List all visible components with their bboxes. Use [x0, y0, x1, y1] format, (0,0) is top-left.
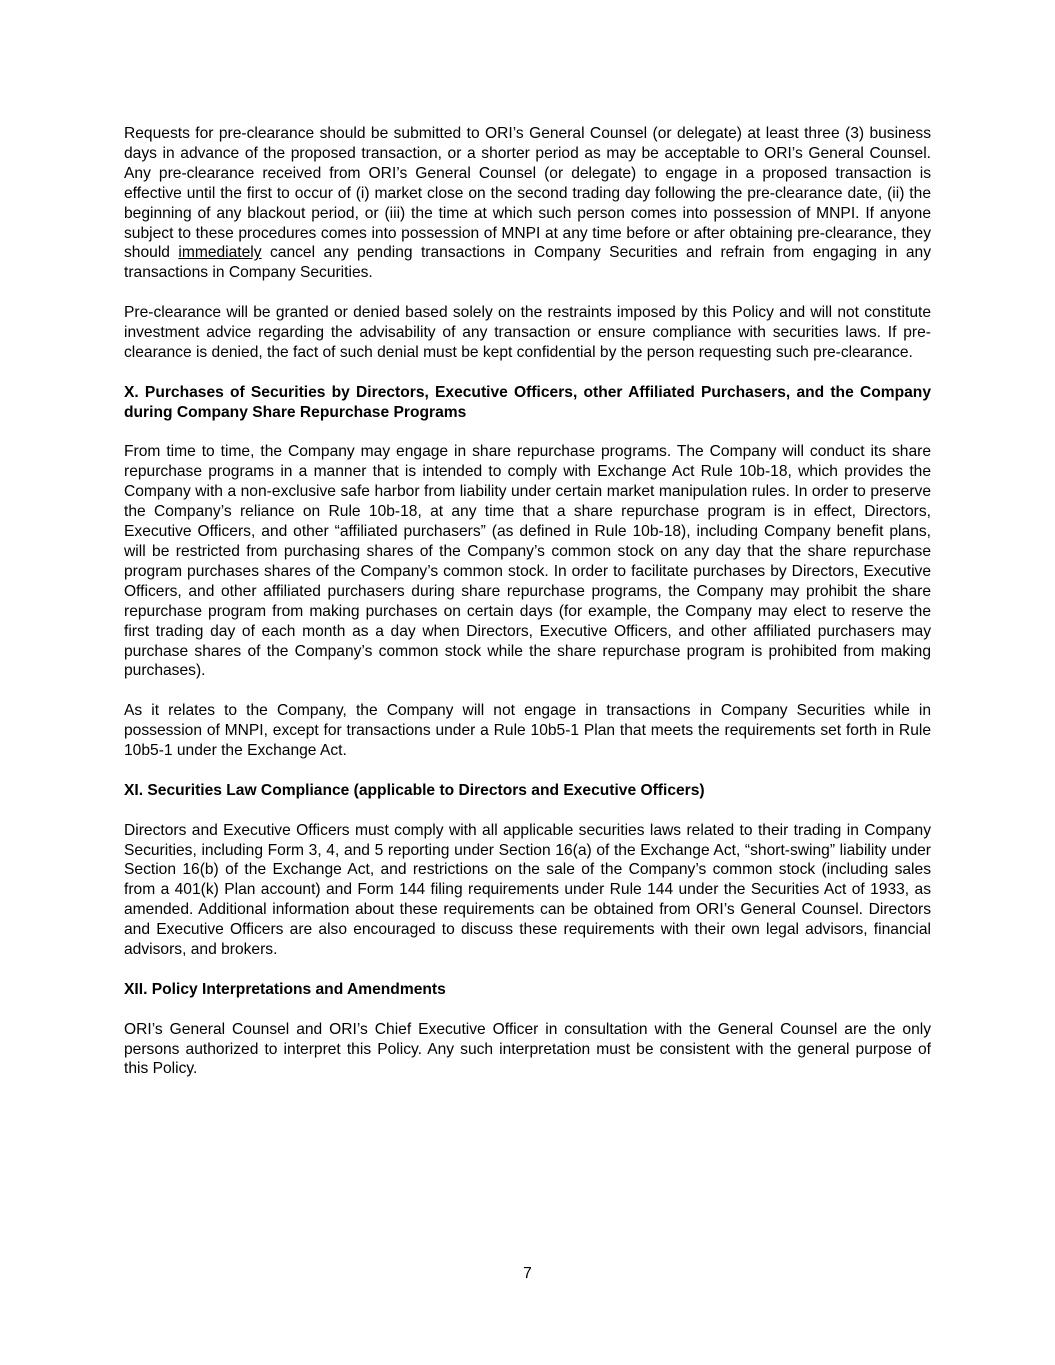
paragraph-pre-clearance-granted: Pre-clearance will be granted or denied based solely on the restraints imposed by this Policy and will not constitute investment advice regarding the advisability of any transaction or ensure compliance with securities laws. If pre-clearance is denied, the fact of such denial must be kept confidential by the person requesting such pre-clearance.: [124, 304, 931, 361]
underlined-word: immediately: [178, 244, 262, 262]
paragraph-company-transactions: As it relates to the Company, the Company will not engage in transactions in Company Securities while in possession of MNPI, except for transactions under a Rule 10b5-1 Plan that meets the requirements set forth in Rule 10b5-1 under the Exchange Act.: [124, 702, 931, 760]
paragraph-text: Requests for pre-clearance should be submitted to ORI’s General Counsel (or delegate) at least three (3) business days in advance of the proposed transaction, or a shorter period as may be acceptable to ORI’s General Counsel. Any pre-clearance received from ORI’s General Counsel (or delegate) to engage in a proposed transaction is effective until the first to occur of (i) market close on the second trading day following the pre-clearance date, (ii) the beginning of any blackout period, or (iii) the time at which such person comes into possession of MNPI. If anyone subject to these procedures comes into possession of MNPI at any time before or after obtaining pre-clearance, they should: [124, 125, 931, 262]
paragraph-share-repurchase: From time to time, the Company may engage in share repurchase programs. The Company will conduct its share repurchase programs in a manner that is intended to comply with Exchange Act Rule 10b-18, which provides the Company with a non-exclusive safe harbor from liability under certain market manipulation rules. In order to preserve the Company’s reliance on Rule 10b-18, at any time that a share repurchase program is in effect, Directors, Executive Officers, and other “affiliated purchasers” (as defined in Rule 10b-18), including Company benefit plans, will be restricted from purchasing shares of the Company’s common stock on any day that the share repurchase program purchases shares of the Company’s common stock. In order to facilitate purchases by Directors, Executive Officers, and other affiliated purchasers during share repurchase programs, the Company may prohibit the share repurchase program from making purchases on certain days (for example, the Company may elect to reserve the first trading day of each month as a day when Directors, Executive Officers, and other affiliated purchasers may purchase shares of the Company’s common stock while the share repurchase program is prohibited from making purchases).: [124, 443, 931, 680]
section-heading-x: X. Purchases of Securities by Directors, Executive Officers, other Affiliated Purchasers, and the Company during Company Share Repurchase Programs: [124, 383, 931, 421]
document-page: [124, 124, 931, 1099]
section-heading-xi: XI. Securities Law Compliance (applicable to Directors and Executive Officers): [124, 781, 705, 799]
paragraph-securities-law-compliance: Directors and Executive Officers must comply with all applicable securities laws related to their trading in Company Securities, including Form 3, 4, and 5 reporting under Section 16(a) of the Exchange Act, “short-swing” liability under Section 16(b) of the Exchange Act, and restrictions on the sale of the Company’s common stock (including sales from a 401(k) Plan account) and Form 144 filing requirements under Rule 144 under the Securities Act of 1933, as amended. Additional information about these requirements can be obtained from ORI’s General Counsel. Directors and Executive Officers are also encouraged to discuss these requirements with their own legal advisors, financial advisors, and brokers.: [124, 821, 931, 959]
paragraph-pre-clearance-requests: [124, 124, 931, 283]
paragraph-policy-interpretations: ORI’s General Counsel and ORI’s Chief Executive Officer in consultation with the General Counsel are the only persons authorized to interpret this Policy. Any such interpretation must be consistent with the general purpose of this Policy.: [124, 1020, 931, 1078]
page-number: 7: [523, 1265, 532, 1282]
section-heading-xii: XII. Policy Interpretations and Amendments: [124, 980, 446, 998]
paragraph-text: cancel any pending transactions in Company Securities and refrain from engaging in any transactions in Company Securities.: [124, 244, 931, 282]
